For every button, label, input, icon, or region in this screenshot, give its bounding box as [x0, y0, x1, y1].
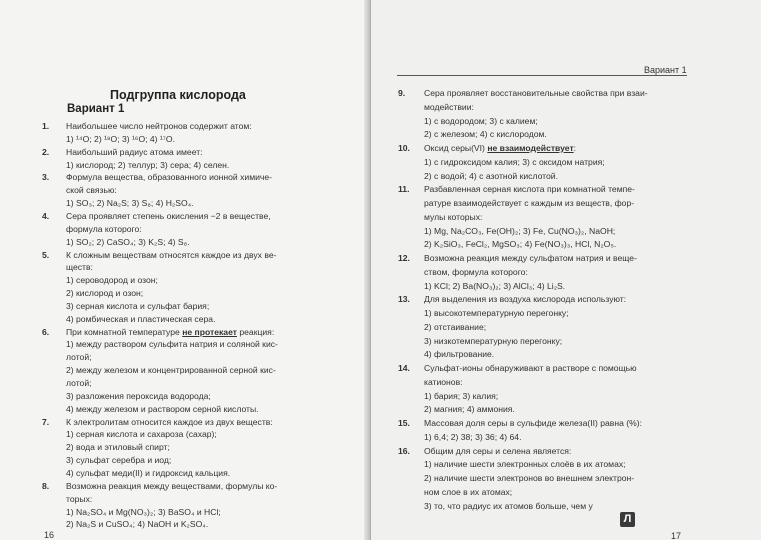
publisher-logo-icon: Л: [620, 512, 635, 527]
answer-line: 2) кислород и озон;: [66, 288, 144, 299]
answer-line: ратуре взаимодействует с каждым из веществ, фор-: [424, 198, 635, 208]
answer-line: 4) между железом и раствором серной кислоты.: [66, 403, 259, 414]
question-number: 2.: [42, 146, 50, 157]
answer-line: катионов:: [424, 376, 463, 387]
header-rule: [397, 75, 687, 76]
answer-line: 2) вода и этиловый спирт;: [66, 442, 170, 453]
answer-line: 1) кислород; 2) теллур; 3) сера; 4) селен.: [66, 159, 230, 170]
question-text: Массовая доля серы в сульфиде железа(II) равна (%):: [424, 418, 643, 428]
question-number: 16.: [398, 445, 410, 456]
question-number: 11.: [398, 184, 410, 195]
question-number: 14.: [398, 363, 410, 373]
left-page: [0, 0, 376, 540]
question-text: Общим для серы и селена является:: [424, 445, 572, 456]
answer-line: торых:: [66, 493, 93, 504]
question-text: К электролитам относится каждое из двух веществ:: [66, 416, 273, 427]
answer-line: лотой;: [66, 352, 92, 363]
answer-line: 1) с гидроксидом калия; 3) с оксидом натрия;: [424, 156, 605, 167]
question-number: 13.: [398, 294, 410, 305]
question-text: Наибольший радиус атома имеет:: [66, 146, 203, 157]
answer-line: 4) сульфат меди(II) и гидроксид кальция.: [66, 467, 231, 478]
answer-line: 2) Na₂S и CuSO₄; 4) NaOH и K₂SO₄.: [66, 519, 209, 530]
answer-line: ществ:: [66, 262, 93, 273]
answer-line: 1) KCl; 2) Ba(NO₃)₂; 3) AlCl₃; 4) Li₂S.: [424, 280, 566, 291]
answer-line: 1) SO₂; 2) CaSO₄; 3) K₂S; 4) S₈.: [66, 236, 190, 247]
question-text: Возможна реакция между веществами, формулы ко-: [66, 480, 278, 491]
answer-line: 3) то, что радиус их атомов больше, чем у: [424, 500, 593, 511]
question-text: Для выделения из воздуха кислорода используют:: [424, 294, 627, 305]
answer-line: 2) с железом; 4) с кислородом.: [424, 129, 547, 140]
answer-line: ном слое в их атомах;: [424, 486, 513, 497]
emphasis-underline: не взаимодействует: [487, 143, 574, 153]
answer-line: 2) K₂SiO₃, FeCl₂, MgSO₃; 4) Fe(NO₃)₃, HCl, N₂O₅.: [424, 239, 617, 250]
question-number: 5.: [42, 249, 50, 260]
answer-line: 4) ромбическая и пластическая сера.: [66, 313, 216, 324]
answer-line: формула которого:: [66, 223, 142, 234]
answer-line: 1) между раствором сульфита натрия и соляной кис-: [66, 339, 278, 350]
question-text: Возможна реакция между сульфатом натрия и веще-: [424, 253, 637, 263]
question-text: Оксид серы(VI) не взаимодействует:: [424, 143, 577, 153]
answer-line: 2) отстаивание;: [424, 321, 487, 332]
answer-line: 3) разложения пероксида водорода;: [66, 390, 211, 401]
answer-line: 1) 6,4; 2) 38; 3) 36; 4) 64.: [424, 431, 522, 442]
answer-line: ской связью:: [66, 185, 117, 196]
question-number: 3.: [42, 172, 50, 183]
answer-line: 1) сероводород и озон;: [66, 275, 158, 286]
running-header: Вариант 1: [644, 65, 687, 75]
answer-line: 1) с водородом; 3) с калием;: [424, 115, 538, 126]
chapter-title: Подгруппа кислорода: [110, 88, 246, 102]
question-text: Формула вещества, образованного ионной химиче-: [66, 172, 273, 183]
answer-line: ством, формула которого:: [424, 266, 528, 277]
emphasis-underline: не протекает: [182, 326, 237, 337]
answer-line: 2) с водой; 4) с азотной кислотой.: [424, 170, 558, 181]
question-number: 12.: [398, 253, 410, 263]
question-number: 15.: [398, 418, 410, 428]
question-text: К сложным веществам относятся каждое из двух ве-: [66, 249, 277, 260]
question-number: 7.: [42, 416, 50, 427]
right-page: [371, 0, 761, 540]
question-text: Сера проявляет степень окисления −2 в веществе,: [66, 210, 271, 221]
page-number-left: 16: [44, 530, 55, 540]
question-text: Разбавленная серная кислота при комнатной темпе-: [424, 184, 635, 195]
question-text: Сера проявляет восстановительные свойства при взаи-: [424, 88, 648, 98]
answer-line: 2) наличие шести электронов во внешнем электрон-: [424, 473, 635, 483]
question-number: 10.: [398, 143, 410, 153]
question-number: 6.: [42, 326, 50, 337]
answer-line: 3) низкотемпературную перегонку;: [424, 335, 563, 346]
page-number-right: 17: [671, 531, 682, 540]
variant-label: Вариант 1: [67, 103, 125, 115]
answer-line: 2) между железом и концентрированной серной кис-: [66, 365, 276, 376]
answer-line: 1) ¹⁴O; 2) ¹⁸O; 3) ¹⁶O; 4) ¹⁷O.: [66, 133, 175, 144]
answer-line: 1) Na₂SO₄ и Mg(NO₃)₂; 3) BaSO₄ и HCl;: [66, 506, 221, 517]
answer-line: лотой;: [66, 378, 92, 388]
question-text: Сульфат-ионы обнаруживают в растворе с помощью: [424, 363, 637, 373]
answer-line: 1) наличие шести электронных слоёв в их атомах;: [424, 459, 626, 470]
question-number: 8.: [42, 480, 50, 491]
answer-line: 1) Mg, Na₂CO₃, Fe(OH)₂; 3) Fe, Cu(NO₃)₂, NaOH;: [424, 225, 616, 236]
question-number: 4.: [42, 210, 50, 221]
answer-line: модействии:: [424, 101, 474, 112]
question-text: При комнатной температуре не протекает реакция:: [66, 326, 275, 337]
answer-line: 1) серная кислота и сахароза (сахар);: [66, 429, 217, 440]
answer-line: 1) SO₃; 2) Na₂S; 3) S₈; 4) H₂SO₄.: [66, 198, 194, 209]
answer-line: 4) фильтрование.: [424, 349, 495, 360]
answer-line: мулы которых:: [424, 211, 483, 222]
answer-line: 3) сульфат серебра и иод;: [66, 455, 172, 466]
question-text: Наибольшее число нейтронов содержит атом:: [66, 121, 252, 131]
answer-line: 2) магния; 4) аммония.: [424, 404, 515, 415]
question-number: 9.: [398, 88, 406, 98]
answer-line: 3) серная кислота и сульфат бария;: [66, 300, 210, 311]
question-number: 1.: [42, 121, 50, 131]
answer-line: 1) бария; 3) калия;: [424, 390, 499, 401]
answer-line: 1) высокотемпературную перегонку;: [424, 308, 569, 318]
